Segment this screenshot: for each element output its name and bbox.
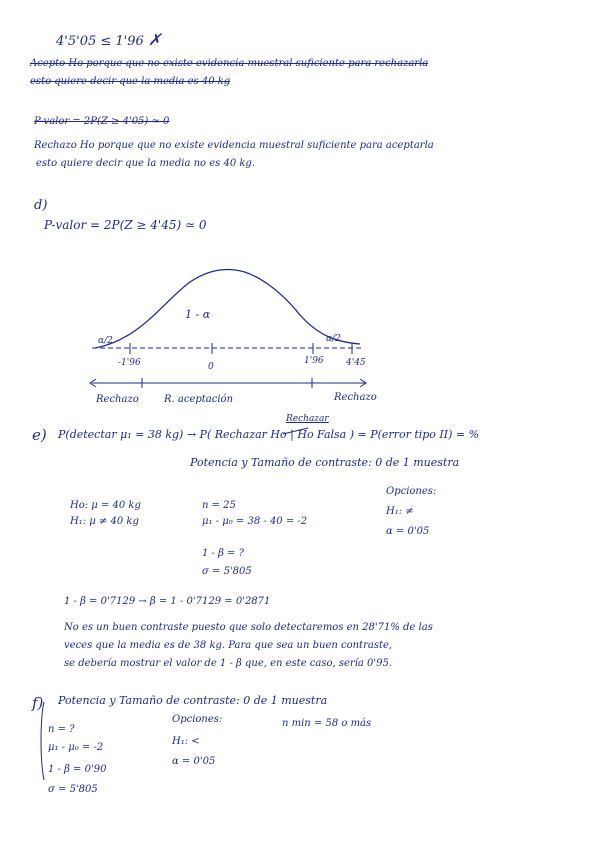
part-f-label: f) <box>32 694 44 712</box>
part-f-intro: Potencia y Tamaño de contraste: 0 de 1 muestra <box>58 694 328 707</box>
part-e-conclusion-2: veces que la media es de 38 kg. Para que sea un buen contraste, <box>64 640 393 651</box>
part-f-diff: μ₁ - μ₀ = -2 <box>48 742 104 753</box>
reject-left-label: Rechazo <box>96 394 139 405</box>
reject-right-label: Rechazo <box>334 392 377 403</box>
part-d-pvalue: P-valor = 2P(Z ≥ 4'45) ≃ 0 <box>44 218 207 232</box>
part-e-beta: 1 - β = ? <box>202 548 244 559</box>
part-e-label: e) <box>32 426 47 444</box>
bell-curve <box>95 270 360 349</box>
part-e-options-title: Opciones: <box>386 486 437 497</box>
accept-region-label: R. aceptación <box>164 394 234 405</box>
part-f-options-h1: H₁: < <box>172 736 200 747</box>
pos-crit-label: 1'96 <box>304 356 324 366</box>
decision-line-1: Rechazo Ho porque que no existe evidencia muestral suficiente para aceptarla <box>34 140 434 151</box>
part-e-diff: μ₁ - μ₀ = 38 - 40 = -2 <box>202 516 308 527</box>
part-e-intro: Potencia y Tamaño de contraste: 0 de 1 muestra <box>190 456 460 469</box>
part-e-sigma: σ = 5'805 <box>202 566 252 577</box>
part-f-power: 1 - β = 0'90 <box>48 764 107 775</box>
part-e-h1: H₁: μ ≠ 40 kg <box>70 516 139 527</box>
cross-mark: ✗ <box>148 30 162 49</box>
right-tail-label: α/2 <box>326 334 341 344</box>
part-f-options-alpha: α = 0'05 <box>172 756 216 767</box>
crossed-line-1: Acepto Ho porque que no existe evidencia muestral suficiente para rechazarla <box>30 58 429 69</box>
neg-crit-label: -1'96 <box>118 358 141 368</box>
part-f-bracket <box>41 702 44 780</box>
crossed-pvalue: P-valor = 2P(Z ≥ 4'05) ≃ 0 <box>34 116 170 127</box>
curve-region-label: 1 - α <box>185 308 211 321</box>
part-e-options-h1: H₁: ≠ <box>386 506 414 517</box>
part-f-nmin: n min = 58 o más <box>282 718 372 729</box>
part-e-options-alpha: α = 0'05 <box>386 526 430 537</box>
part-d-label: d) <box>34 198 48 213</box>
left-tail-label: α/2 <box>98 336 113 346</box>
part-e-question: P(detectar μ₁ = 38 kg) → P( Rechazar Ho | Ho Falsa ) = P(error tipo II) = % <box>58 428 480 441</box>
part-f-sigma: σ = 5'805 <box>48 784 98 795</box>
crossed-line-2: esto quiere decir que la media es 40 kg <box>30 76 231 87</box>
part-f-n: n = ? <box>48 724 75 735</box>
center-label: 0 <box>208 362 214 372</box>
part-e-n: n = 25 <box>202 500 236 511</box>
top-inequality: 4'5'05 ≤ 1'96 <box>56 34 144 49</box>
stat-label: 4'45 <box>346 358 366 368</box>
part-e-question-over: Rechazar <box>286 414 329 424</box>
part-e-conclusion-1: No es un buen contraste puesto que solo detectaremos en 28'71% de las <box>64 622 433 633</box>
part-e-h0: Ho: μ = 40 kg <box>70 500 141 511</box>
decision-line-2: esto quiere decir que la media no es 40 kg. <box>36 158 256 169</box>
part-e-conclusion-3: se debería mostrar el valor de 1 - β que, en este caso, sería 0'95. <box>64 658 393 669</box>
part-f-options-title: Opciones: <box>172 714 223 725</box>
part-e-result: 1 - β = 0'7129 → β = 1 - 0'7129 = 0'2871 <box>64 596 271 607</box>
